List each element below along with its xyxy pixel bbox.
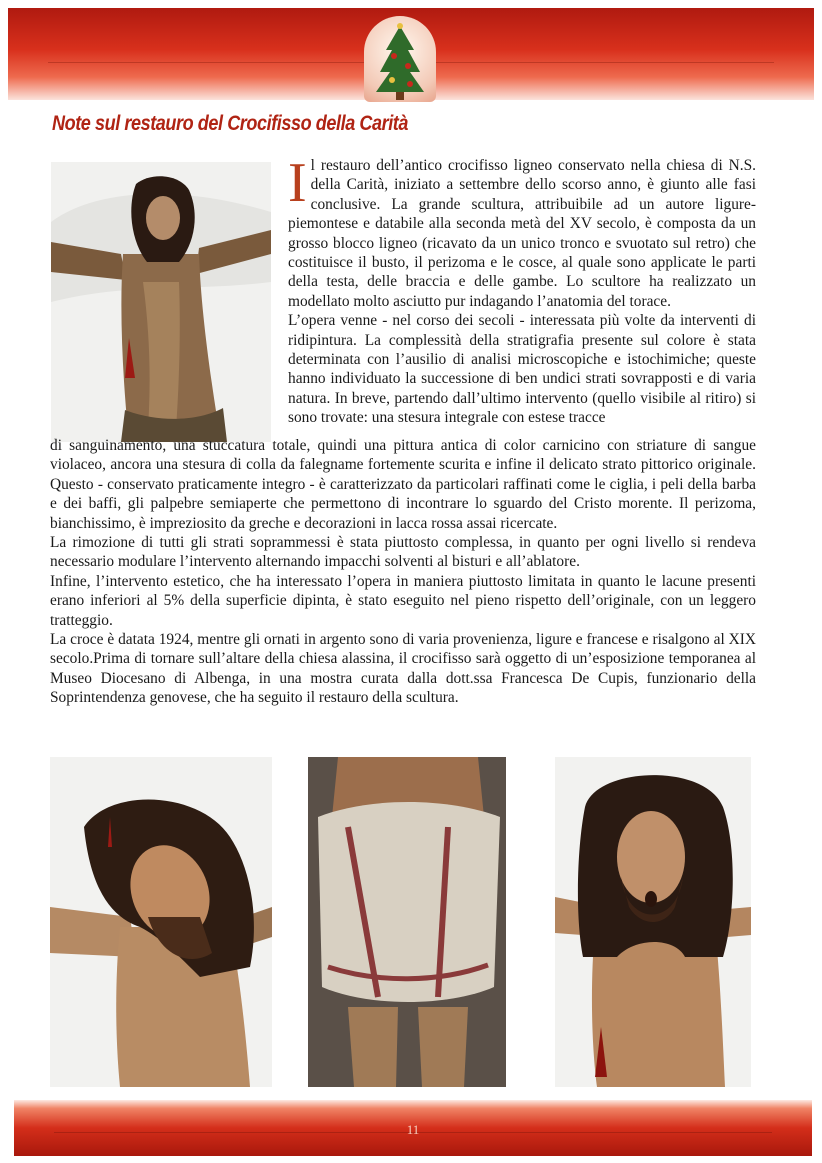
paragraph-intro: l restauro dell’antico crocifisso ligneo conservato nella chiesa di N.S. della Carità, iniziato a settembre dello scorso anno, è giunto alle fasi conclusive. La grande scultura, attribuibile ad un autore ligure-piemontese e databile alla seconda metà del XV secolo, è composta da un grosso blocco ligneo (ricavato da un unico tronco e svuotato sul retro) che costituisce il busto, il perizoma e le cosce, al quale sono applicate le parti della testa, delle braccia e delle gambe. Lo scultore ha realizzato un modellato molto asciutto pur indagando l’anatomia del torace.: [288, 157, 756, 310]
article-full-width: [50, 436, 756, 708]
crucifix-head-tilted-photo: [50, 757, 272, 1087]
paragraph-repaint: L’opera venne - nel corso dei secoli - interessata più volte da interventi di ridipintura. La complessità della stratigrafia presente sul colore è stata determinata con l’ausilio di analisi microscopiche e istochimiche; queste hanno individuato la successione di ben undici strati sovrapposti e di varia natura. In breve, partendo dall’ultimo intervento (quello visibile al ritiro) si sono trovate: una stesura integrale con estese tracce: [288, 312, 756, 427]
crucifix-full-photo: [51, 162, 271, 442]
paragraph-repaint-continued: di sanguinamento, una stuccatura totale, quindi una pittura antica di color carnicino con striature di sangue violaceo, ancora una stesura di colla da falegname fortemente scurita e infine il delicato strato pittorico originale. Questo - conservato praticamente integro - è caratterizzato da particolari raffinati come le ciglia, i peli della barba e dei baffi, gli palpebre semiaperte che permettono di incontrare lo sguardo del Cristo morente. Il perizoma, bianchissimo, è impreziosito da greche e decorazioni in lacca rossa assai ricercate.: [50, 437, 756, 532]
article-intro-column: [288, 152, 756, 428]
paragraph-cross: La croce è datata 1924, mentre gli ornati in argento sono di varia provenienza, ligure e francese e risalgono al XIX secolo.Prima di tornare sull’altare della chiesa alassina, il crocifisso sarà oggetto di un’esposizione temporanea al Museo Diocesano di Albenga, in una mostra curata dalla dott.ssa Francesca De Cupis, funzionario della Soprintendenza genovese, che ha seguito il restauro della scultura.: [50, 631, 756, 707]
paragraph-removal: La rimozione di tutti gli strati soprammessi è stata piuttosto complessa, in quanto per ogni livello si rendeva necessario modulare l’intervento alternando impacchi solventi al bisturi e all’ablatore.: [50, 534, 756, 571]
christmas-tree-emblem: [364, 16, 436, 102]
drop-cap: I: [288, 152, 307, 214]
footer-band: [14, 1100, 812, 1156]
article-title: Note sul restauro del Crocifisso della Carità: [52, 112, 409, 135]
loincloth-photo: [308, 757, 506, 1087]
paragraph-aesthetic: Infine, l’intervento estetico, che ha interessato l’opera in maniera piuttosto limitata in quanto le lacune presenti erano inferiori al 5% della superficie dipinta, è stato eseguito nel pieno rispetto dell’originale, con un leggero tratteggio.: [50, 572, 756, 629]
crucifix-face-photo: [555, 757, 751, 1087]
page-number: 11: [406, 1122, 420, 1137]
